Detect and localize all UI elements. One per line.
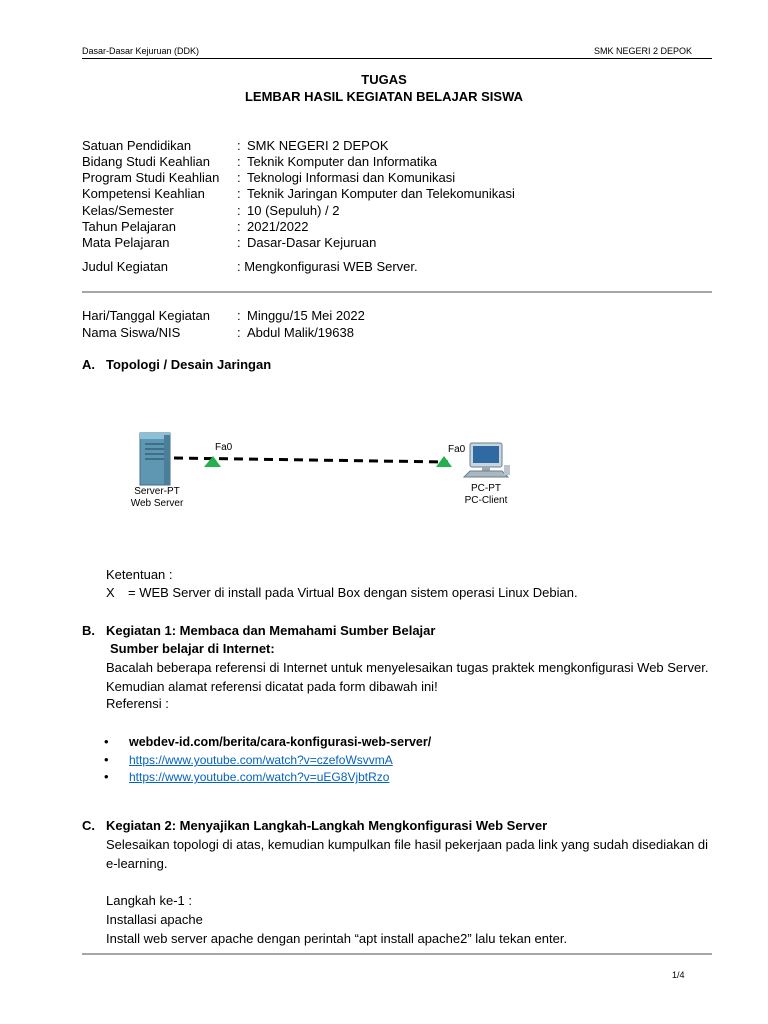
info-value: Teknologi Informasi dan Komunikasi: [247, 170, 456, 185]
header-school: SMK NEGERI 2 DEPOK: [594, 46, 693, 56]
info-colon: :: [237, 154, 241, 169]
topology-diagram: [118, 425, 538, 515]
info-value: 10 (Sepuluh) / 2: [247, 203, 340, 218]
section-c-line1: Selesaikan topologi di atas, kemudian kumpulkan file hasil pekerjaan pada link yang sudah disediakan di: [106, 837, 708, 852]
info-label: Kelas/Semester: [82, 203, 174, 218]
reference-link[interactable]: https://www.youtube.com/watch?v=uEG8VjbtRzo: [129, 770, 390, 784]
server-label-type: Server-PT: [134, 486, 180, 497]
section-b-marker: B.: [82, 623, 95, 638]
section-b-line2: Kemudian alamat referensi dicatat pada form dibawah ini!: [106, 679, 438, 694]
section-divider: [82, 291, 712, 293]
section-b-heading: Kegiatan 1: Membaca dan Memahami Sumber Belajar: [106, 623, 436, 638]
info-value: SMK NEGERI 2 DEPOK: [247, 138, 389, 153]
server-label: [118, 486, 196, 510]
section-a-heading: Topologi / Desain Jaringan: [106, 357, 272, 372]
student-colon: :: [237, 308, 241, 323]
section-b-subheading: Sumber belajar di Internet:: [110, 641, 275, 656]
student-label: Hari/Tanggal Kegiatan: [82, 308, 210, 323]
step-name: Installasi apache: [106, 912, 203, 927]
info-value: 2021/2022: [247, 219, 309, 234]
section-b-line1: Bacalah beberapa referensi di Internet untuk menyelesaikan tugas praktek mengkonfigurasi Web Server.: [106, 660, 709, 675]
info-value: Dasar-Dasar Kejuruan: [247, 235, 377, 250]
info-label: Satuan Pendidikan: [82, 138, 192, 153]
pc-icon: [464, 443, 510, 477]
section-a-marker: A.: [82, 357, 95, 372]
judul-value: : Mengkonfigurasi WEB Server.: [237, 259, 418, 274]
bullet-icon: •: [104, 734, 109, 749]
student-colon: :: [237, 325, 241, 340]
info-value: Teknik Jaringan Komputer dan Telekomunikasi: [247, 186, 515, 201]
doc-subtitle: LEMBAR HASIL KEGIATAN BELAJAR SISWA: [244, 89, 524, 104]
judul-label: Judul Kegiatan: [82, 259, 169, 274]
info-label: Mata Pelajaran: [82, 235, 170, 250]
section-c-heading: Kegiatan 2: Menyajikan Langkah-Langkah Mengkonfigurasi Web Server: [106, 818, 548, 833]
ketentuan-title: Ketentuan :: [106, 567, 173, 582]
info-label: Bidang Studi Keahlian: [82, 154, 210, 169]
pc-label-type: PC-PT: [471, 483, 501, 494]
header-rule: [82, 58, 712, 59]
bullet-icon: •: [104, 769, 109, 784]
info-colon: :: [237, 203, 241, 218]
pc-port-label: Fa0: [448, 444, 466, 455]
student-value: Abdul Malik/19638: [247, 325, 354, 340]
referensi-label: Referensi :: [106, 696, 169, 711]
student-value: Minggu/15 Mei 2022: [247, 308, 365, 323]
ketentuan-text: = WEB Server di install pada Virtual Box dengan sistem operasi Linux Debian.: [128, 585, 578, 600]
footer-divider: [82, 953, 712, 955]
step-text: Install web server apache dengan perintah “apt install apache2” lalu tekan enter.: [106, 931, 568, 946]
info-colon: :: [237, 235, 241, 250]
page-number: 1/4: [672, 970, 685, 980]
info-label: Program Studi Keahlian: [82, 170, 220, 185]
server-port-label: Fa0: [215, 442, 233, 453]
pc-label-name: PC-Client: [464, 495, 508, 506]
info-colon: :: [237, 170, 241, 185]
pc-label: [448, 483, 524, 507]
doc-title: TUGAS: [361, 72, 407, 87]
student-label: Nama Siswa/NIS: [82, 325, 181, 340]
header-subject: Dasar-Dasar Kejuruan (DDK): [82, 46, 200, 56]
reference-item: webdev-id.com/berita/cara-konfigurasi-web-server/: [129, 735, 432, 749]
reference-link[interactable]: https://www.youtube.com/watch?v=czefoWsvvmA: [129, 753, 393, 767]
step-title: Langkah ke-1 :: [106, 893, 193, 908]
info-label: Kompetensi Keahlian: [82, 186, 205, 201]
section-c-marker: C.: [82, 818, 95, 833]
bullet-icon: •: [104, 752, 109, 767]
section-c-line2: e-learning.: [106, 856, 168, 871]
info-colon: :: [237, 138, 241, 153]
link-status-icon: [436, 456, 452, 467]
server-icon: [140, 433, 170, 485]
server-label-name: Web Server: [130, 498, 184, 509]
info-colon: :: [237, 186, 241, 201]
info-value: Teknik Komputer dan Informatika: [247, 154, 438, 169]
ketentuan-x: X: [106, 585, 115, 600]
info-colon: :: [237, 219, 241, 234]
info-label: Tahun Pelajaran: [82, 219, 176, 234]
